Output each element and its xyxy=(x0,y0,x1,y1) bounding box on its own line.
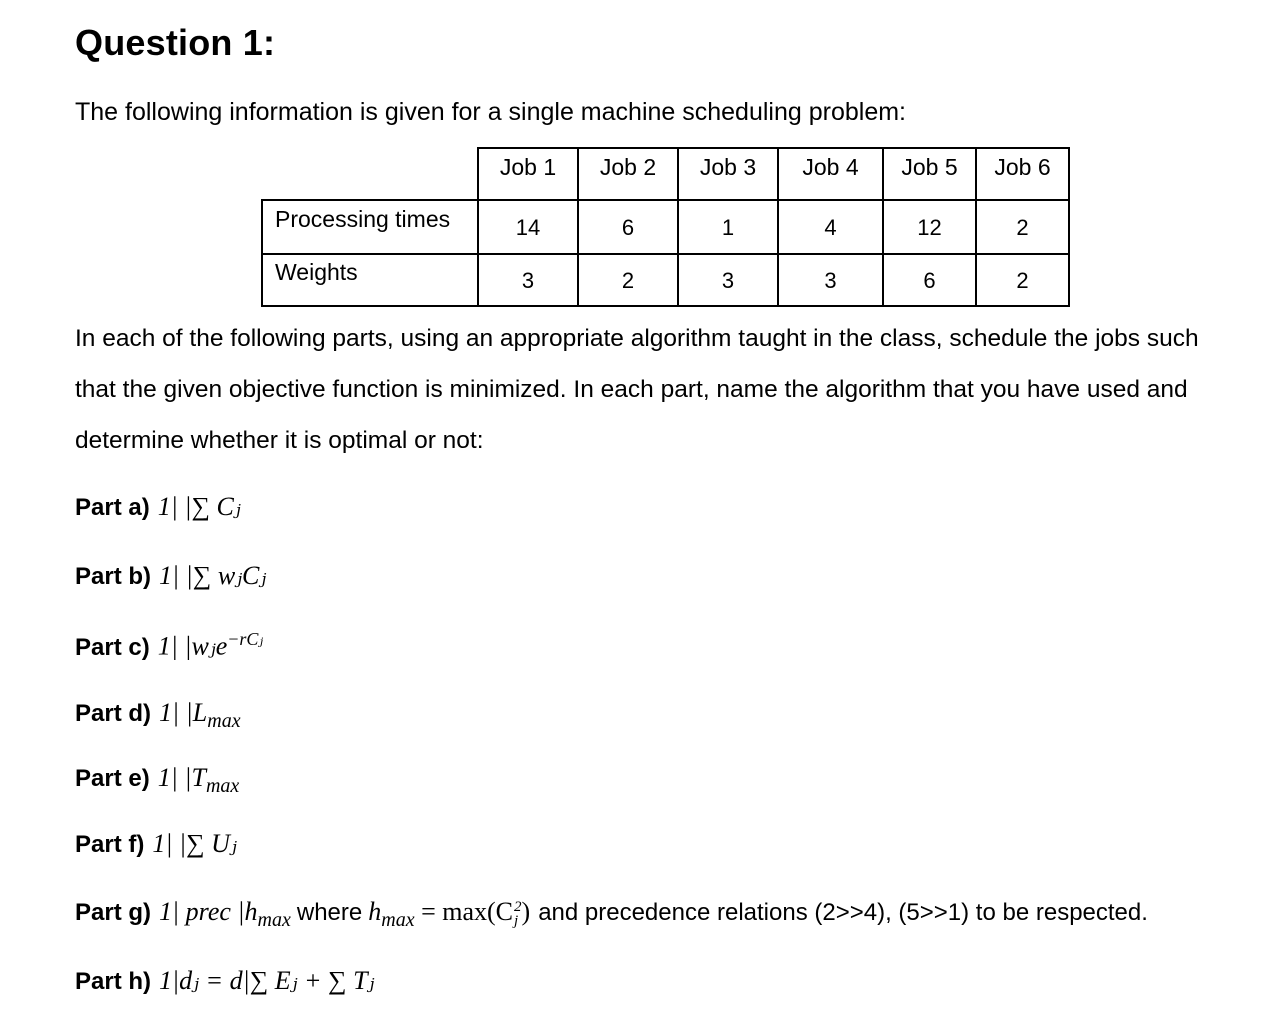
part-a-label: Part a) xyxy=(75,494,150,521)
cell-processing-job-5: 12 xyxy=(917,215,942,240)
part-g-label: Part g) xyxy=(75,899,152,926)
cell-weight-job-4: 3 xyxy=(824,268,837,293)
part-b xyxy=(75,561,266,591)
part-d-label: Part d) xyxy=(75,700,152,727)
instructions-line-2: that the given objective function is minimized. In each part, name the algorithm that you have used and xyxy=(75,376,1188,403)
cell-processing-job-4: 4 xyxy=(824,215,837,240)
cell-processing-job-2: 6 xyxy=(621,215,635,240)
cell-processing-job-1: 14 xyxy=(515,215,541,240)
part-g xyxy=(75,897,1148,932)
header-job-2: Job 2 xyxy=(599,153,657,180)
part-b-formula: 1| |∑ wⱼCⱼ xyxy=(159,561,267,590)
part-g-formula: 1| prec $|h_{max}$ xyxy=(159,897,291,932)
part-g-where: where xyxy=(296,899,363,926)
job-data-table xyxy=(261,147,1070,307)
part-d-formula: 1| $|L_{max}$ xyxy=(159,698,241,733)
header-job-1: Job 1 xyxy=(499,153,557,180)
instructions-line-1: In each of the following parts, using an appropriate algorithm taught in the class, schedule the jobs such xyxy=(75,325,1199,352)
header-job-5: Job 5 xyxy=(901,153,958,180)
part-h-formula: 1|dⱼ = d|∑ Eⱼ + ∑ Tⱼ xyxy=(159,966,375,995)
part-g-definition: $h_{max} = \max(C$ 2 j ) xyxy=(368,897,531,932)
instructions-line-3: determine whether it is optimal or not: xyxy=(75,427,484,454)
part-h-label: Part h) xyxy=(75,968,152,995)
part-g-tail: and precedence relations (2>>4), (5>>1) to be respected. xyxy=(538,899,1148,926)
part-c-formula: 1| |wⱼe$^{-rCⱼ}$ xyxy=(157,629,264,661)
part-e-formula: 1| $|T_{max}$ xyxy=(157,763,240,798)
header-job-3: Job 3 xyxy=(699,153,757,180)
cell-weight-job-5: 6 xyxy=(923,268,936,293)
header-job-4: Job 4 xyxy=(802,153,859,180)
part-d xyxy=(75,698,241,733)
cell-weight-job-3: 3 xyxy=(721,268,735,293)
part-f-label: Part f) xyxy=(75,831,145,858)
part-a xyxy=(75,492,241,522)
cell-weight-job-1: 3 xyxy=(521,268,535,293)
part-a-formula: 1| |∑ Cⱼ xyxy=(157,492,241,521)
part-b-label: Part b) xyxy=(75,563,152,590)
part-f-formula: 1| |∑ Uⱼ xyxy=(152,829,237,858)
row-label-weights: Weights xyxy=(275,258,358,285)
header-job-6: Job 6 xyxy=(994,153,1051,180)
part-h xyxy=(75,966,374,996)
part-c xyxy=(75,629,263,662)
cell-weight-job-6: 2 xyxy=(1016,268,1029,293)
cell-weight-job-2: 2 xyxy=(621,268,635,293)
part-e-label: Part e) xyxy=(75,765,150,792)
question-title: Question 1: xyxy=(75,22,276,63)
part-c-label: Part c) xyxy=(75,633,150,661)
part-e xyxy=(75,763,239,798)
intro-text: The following information is given for a single machine scheduling problem: xyxy=(75,98,906,126)
cell-processing-job-3: 1 xyxy=(721,215,735,240)
cell-processing-job-6: 2 xyxy=(1016,215,1029,240)
part-f xyxy=(75,829,237,859)
row-label-processing-times: Processing times xyxy=(275,205,451,232)
